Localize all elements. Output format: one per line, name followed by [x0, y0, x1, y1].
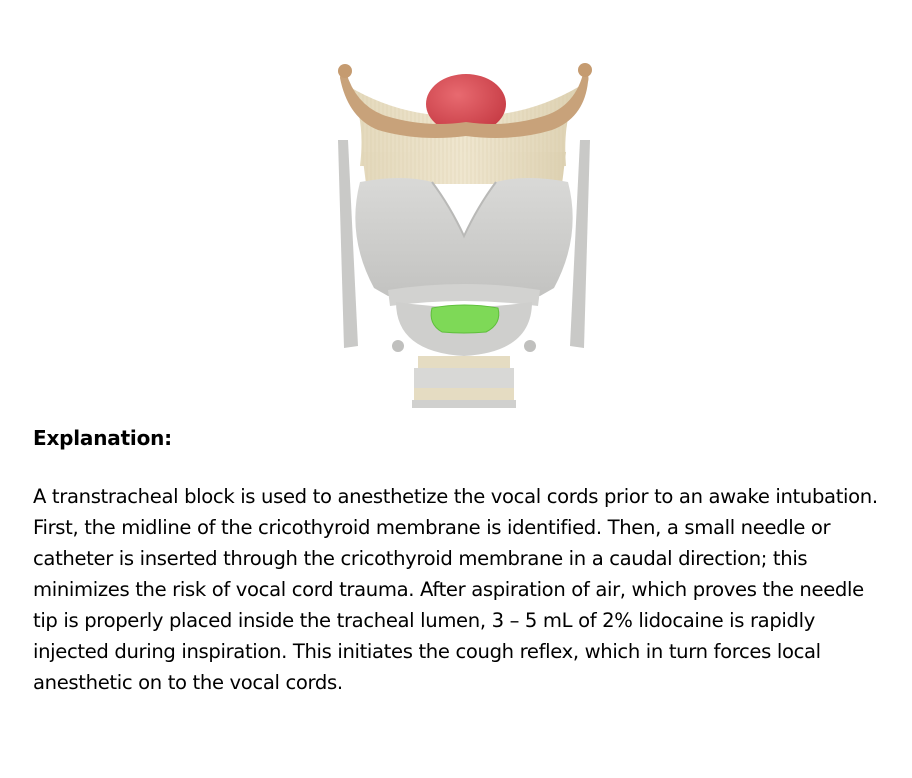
explanation-paragraph: A transtracheal block is used to anesthetize the vocal cords prior to an awake intubation. First, the midline of the cricothyroid membrane is identified. Then, a small needle or catheter is inserted through the cricothyroid membrane in a caudal direction; this minimizes the risk of vocal cord trauma. After aspiration of air, which proves the needle tip is properly placed inside the tracheal lumen, 3 – 5 mL of 2% lidocaine is rapidly injected during inspiration. This initiates the cough reflex, which in turn forces local anesthetic on to the vocal cords.: [33, 485, 878, 694]
trachea-ring-lower: [412, 400, 516, 408]
left-horn: [338, 140, 358, 348]
trachea-ring: [414, 368, 514, 388]
cricothyroid-membrane: [431, 305, 499, 333]
hyoid-right-tip: [578, 63, 592, 77]
hyoid-left-tip: [338, 64, 352, 78]
right-horn: [570, 140, 590, 348]
larynx-illustration: [326, 56, 602, 408]
larynx-illustration-icon: [326, 56, 602, 408]
explanation-heading: Explanation:: [33, 426, 172, 450]
